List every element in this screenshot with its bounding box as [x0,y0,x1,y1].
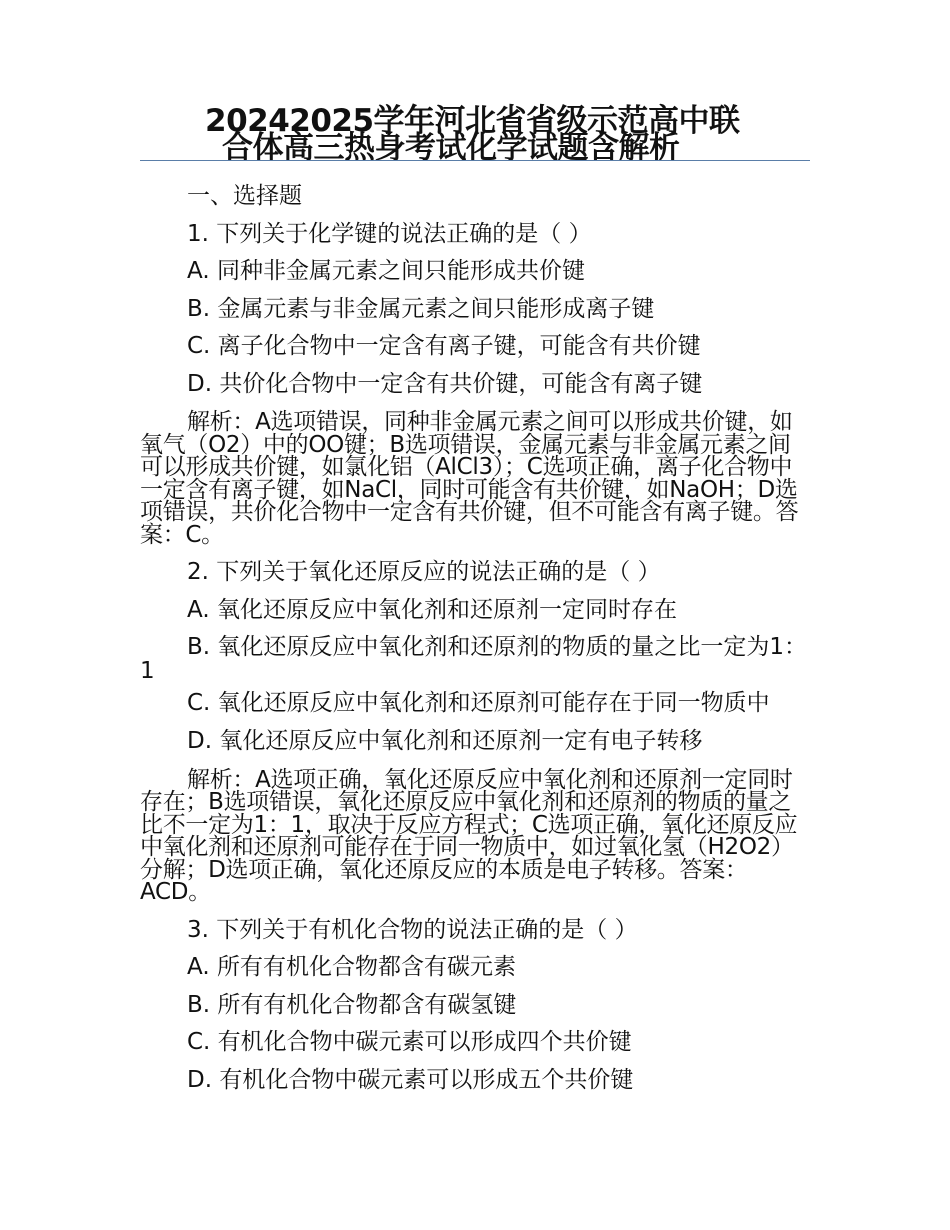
question-option: A. 所有有机化合物都含有碳元素 [187,954,516,980]
question-analysis: 解析：A选项错误，同种非金属元素之间可以形成共价键，如氧气（O2）中的OO键；B选项错误，金属元素与非金属元素之间可以形成共价键，如氯化铝（AlCl3）；C选项正确，离子化合物中一定含有离子键，如NaCl，同时可能含有共价键，如NaOH；D选项错误，共价化合物中一定含有共价键，但不可能含有离子键。答案：C。 [140,409,799,548]
question-option: B. 氧化还原反应中氧化剂和还原剂的物质的量之比一定为1：1 [140,634,808,684]
question-option: C. 离子化合物中一定含有离子键，可能含有共价键 [187,333,701,359]
question-option: B. 所有有机化合物都含有碳氢键 [187,991,517,1018]
question-option: D. 共价化合物中一定含有共价键，可能含有离子键 [187,370,703,397]
title-underline [140,160,810,161]
question-option: A. 同种非金属元素之间只能形成共价键 [187,258,585,284]
question-option: C. 氧化还原反应中氧化剂和还原剂可能存在于同一物质中 [187,690,770,716]
question-option: D. 氧化还原反应中氧化剂和还原剂一定有电子转移 [187,728,703,754]
question-stem: 2. 下列关于氧化还原反应的说法正确的是（ ） [187,559,661,585]
question-option: B. 金属元素与非金属元素之间只能形成离子键 [187,295,655,322]
question-stem: 3. 下列关于有机化合物的说法正确的是（ ） [187,916,638,943]
question-option: A. 氧化还原反应中氧化剂和还原剂一定同时存在 [187,596,677,623]
question-analysis: 解析：A选项正确，氧化还原反应中氧化剂和还原剂一定同时存在；B选项错误，氧化还原反应中氧化剂和还原剂的物质的量之比不一定为1：1，取决于反应方程式；C选项正确，氧化还原反应中氧化剂和还原剂可能存在于同一物质中，如过氧化氢（H2O2）分解；D选项正确，氧化还原反应的本质是电子转移。答案：ACD。 [140,766,798,905]
document-body [140,178,810,1099]
question-stem: 1. 下列关于化学键的说法正确的是（ ） [187,220,592,247]
document-title [205,103,845,166]
title-line-2: 合体高三热身考试化学试题含解析 [222,130,680,166]
section-heading: 一、选择题 [187,183,302,209]
title-line-1: 20242025学年河北省省级示范高中联 [205,103,740,139]
question-option: D. 有机化合物中碳元素可以形成五个共价键 [187,1066,634,1093]
question-option: C. 有机化合物中碳元素可以形成四个共价键 [187,1029,632,1055]
